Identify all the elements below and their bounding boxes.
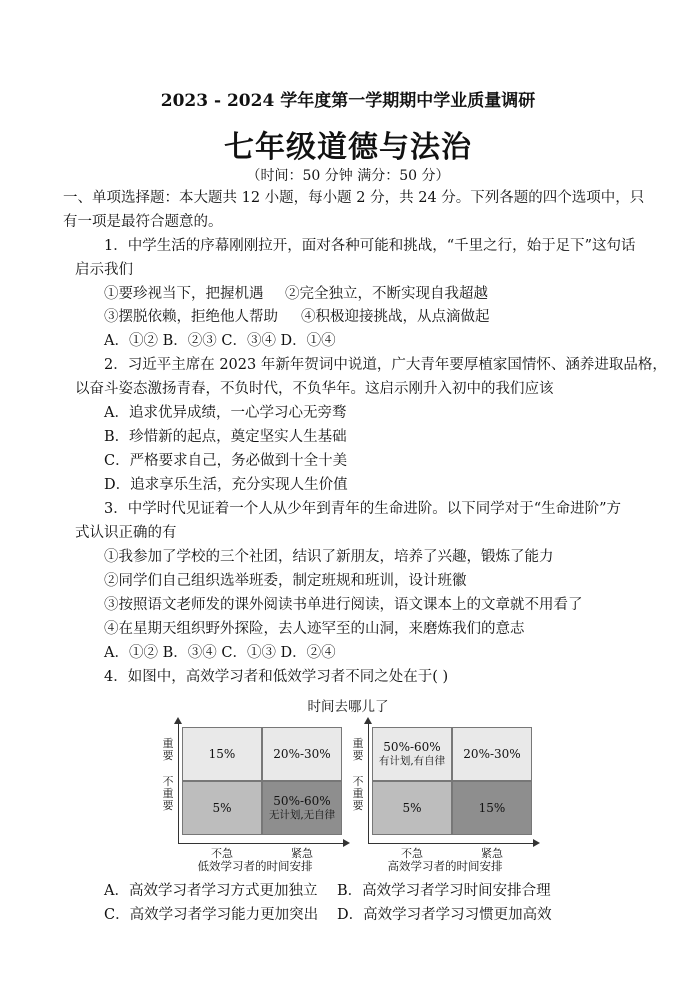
q1-item-3: ③摆脱依赖，拒绝他人帮助 [104, 309, 278, 325]
exam-title: 2023 - 2024 学年度第一学期期中学业质量调研 [160, 91, 536, 111]
cell-not-important-not-urgent: 5% [372, 781, 452, 835]
y-label-important: 重要 [352, 737, 364, 762]
q1-item-2: ②完全独立，不断实现自我超越 [285, 286, 488, 302]
q2-option-d: D．追求享乐生活，充分实现人生价值 [104, 477, 348, 493]
q3-stem-line2: 式认识正确的有 [75, 525, 177, 541]
q1-item-1: ①要珍视当下，把握机遇 [104, 286, 264, 302]
x-label-urgent: 紧急 [291, 847, 313, 860]
q2-option-c: C．严格要求自己，务必做到十全十美 [104, 453, 348, 469]
cell-important-not-urgent: 15% [182, 727, 262, 781]
q4-option-c: C．高效学习者学习能力更加突出 [104, 907, 319, 923]
q4-stem: 4．如图中，高效学习者和低效学习者不同之处在于( ) [104, 669, 449, 685]
q2-stem-line1: 2．习近平主席在 2023 年新年贺词中说道，广大青年要厚植家国情怀、涵养进取品格， [104, 357, 667, 373]
q3-item-2: ②同学们自己组织选举班委，制定班规和班训，设计班徽 [104, 573, 467, 589]
cell-not-important-urgent: 50%-60% 无计划,无自律 [262, 781, 342, 835]
figure-title: 时间去哪儿了 [307, 699, 389, 715]
cell-not-important-urgent: 15% [452, 781, 532, 835]
q3-stem-line1: 3．中学时代见证着一个人从少年到青年的生命进阶。以下同学对于“生命进阶”方 [104, 501, 622, 517]
q3-item-1: ①我参加了学校的三个社团，结识了新朋友，培养了兴趣，锻炼了能力 [104, 549, 554, 565]
x-label-urgent: 紧急 [481, 847, 503, 860]
q2-option-a: A．追求优异成绩，一心学习心无旁骛 [104, 405, 347, 421]
cell-important-urgent: 20%-30% [262, 727, 342, 781]
x-label-not-urgent: 不急 [401, 847, 423, 860]
x-axis-arrow-icon [533, 839, 540, 847]
q2-option-b: B．珍惜新的起点，奠定坚实人生基础 [104, 429, 347, 445]
caption-high-efficiency: 高效学习者的时间安排 [387, 859, 503, 873]
y-axis-arrow-icon [174, 717, 182, 724]
section-intro-line1: 一、单项选择题：本大题共 12 小题，每小题 2 分，共 24 分。下列各题的四个选项中，只 [63, 190, 645, 206]
chart-high-efficiency [350, 715, 540, 860]
y-label-not-important: 不重要 [162, 775, 174, 812]
chart-low-efficiency [160, 715, 350, 860]
x-axis-arrow-icon [343, 839, 350, 847]
section-intro-line2: 有一项是最符合题意的。 [63, 214, 223, 230]
cell-not-important-not-urgent: 5% [182, 781, 262, 835]
q1-stem-line2: 启示我们 [75, 262, 133, 278]
y-axis-arrow-icon [364, 717, 372, 724]
x-label-not-urgent: 不急 [211, 847, 233, 860]
cell-important-not-urgent: 50%-60% 有计划,有自律 [372, 727, 452, 781]
x-axis [368, 843, 536, 844]
q4-option-b: B．高效学习者学习时间安排合理 [337, 883, 551, 899]
exam-time-score: （时间：50 分钟 满分：50 分） [246, 168, 450, 184]
y-label-important: 重要 [162, 737, 174, 762]
cell-important-urgent: 20%-30% [452, 727, 532, 781]
q4-option-a: A．高效学习者学习方式更加独立 [104, 883, 318, 899]
q3-options: A．①② B．③④ C．①③ D．②④ [104, 645, 336, 661]
y-axis [178, 723, 179, 843]
y-label-not-important: 不重要 [352, 775, 364, 812]
q3-item-4: ④在星期天组织野外探险，去人迹罕至的山洞，来磨炼我们的意志 [104, 621, 525, 637]
q3-item-3: ③按照语文老师发的课外阅读书单进行阅读，语文课本上的文章就不用看了 [104, 597, 583, 613]
caption-low-efficiency: 低效学习者的时间安排 [197, 859, 313, 873]
q1-stem-line1: 1．中学生活的序幕刚刚拉开，面对各种可能和挑战，“千里之行，始于足下”这句话 [104, 238, 636, 254]
y-axis [368, 723, 369, 843]
q1-options: A．①② B．②③ C．③④ D．①④ [104, 333, 336, 349]
q2-stem-line2: 以奋斗姿态激扬青春，不负时代，不负华年。这启示刚升入初中的我们应该 [75, 381, 554, 397]
x-axis [178, 843, 346, 844]
q1-item-4: ④积极迎接挑战，从点滴做起 [301, 309, 490, 325]
subject-title: 七年级道德与法治 [224, 130, 472, 165]
q4-option-d: D．高效学习者学习习惯更加高效 [337, 907, 552, 923]
